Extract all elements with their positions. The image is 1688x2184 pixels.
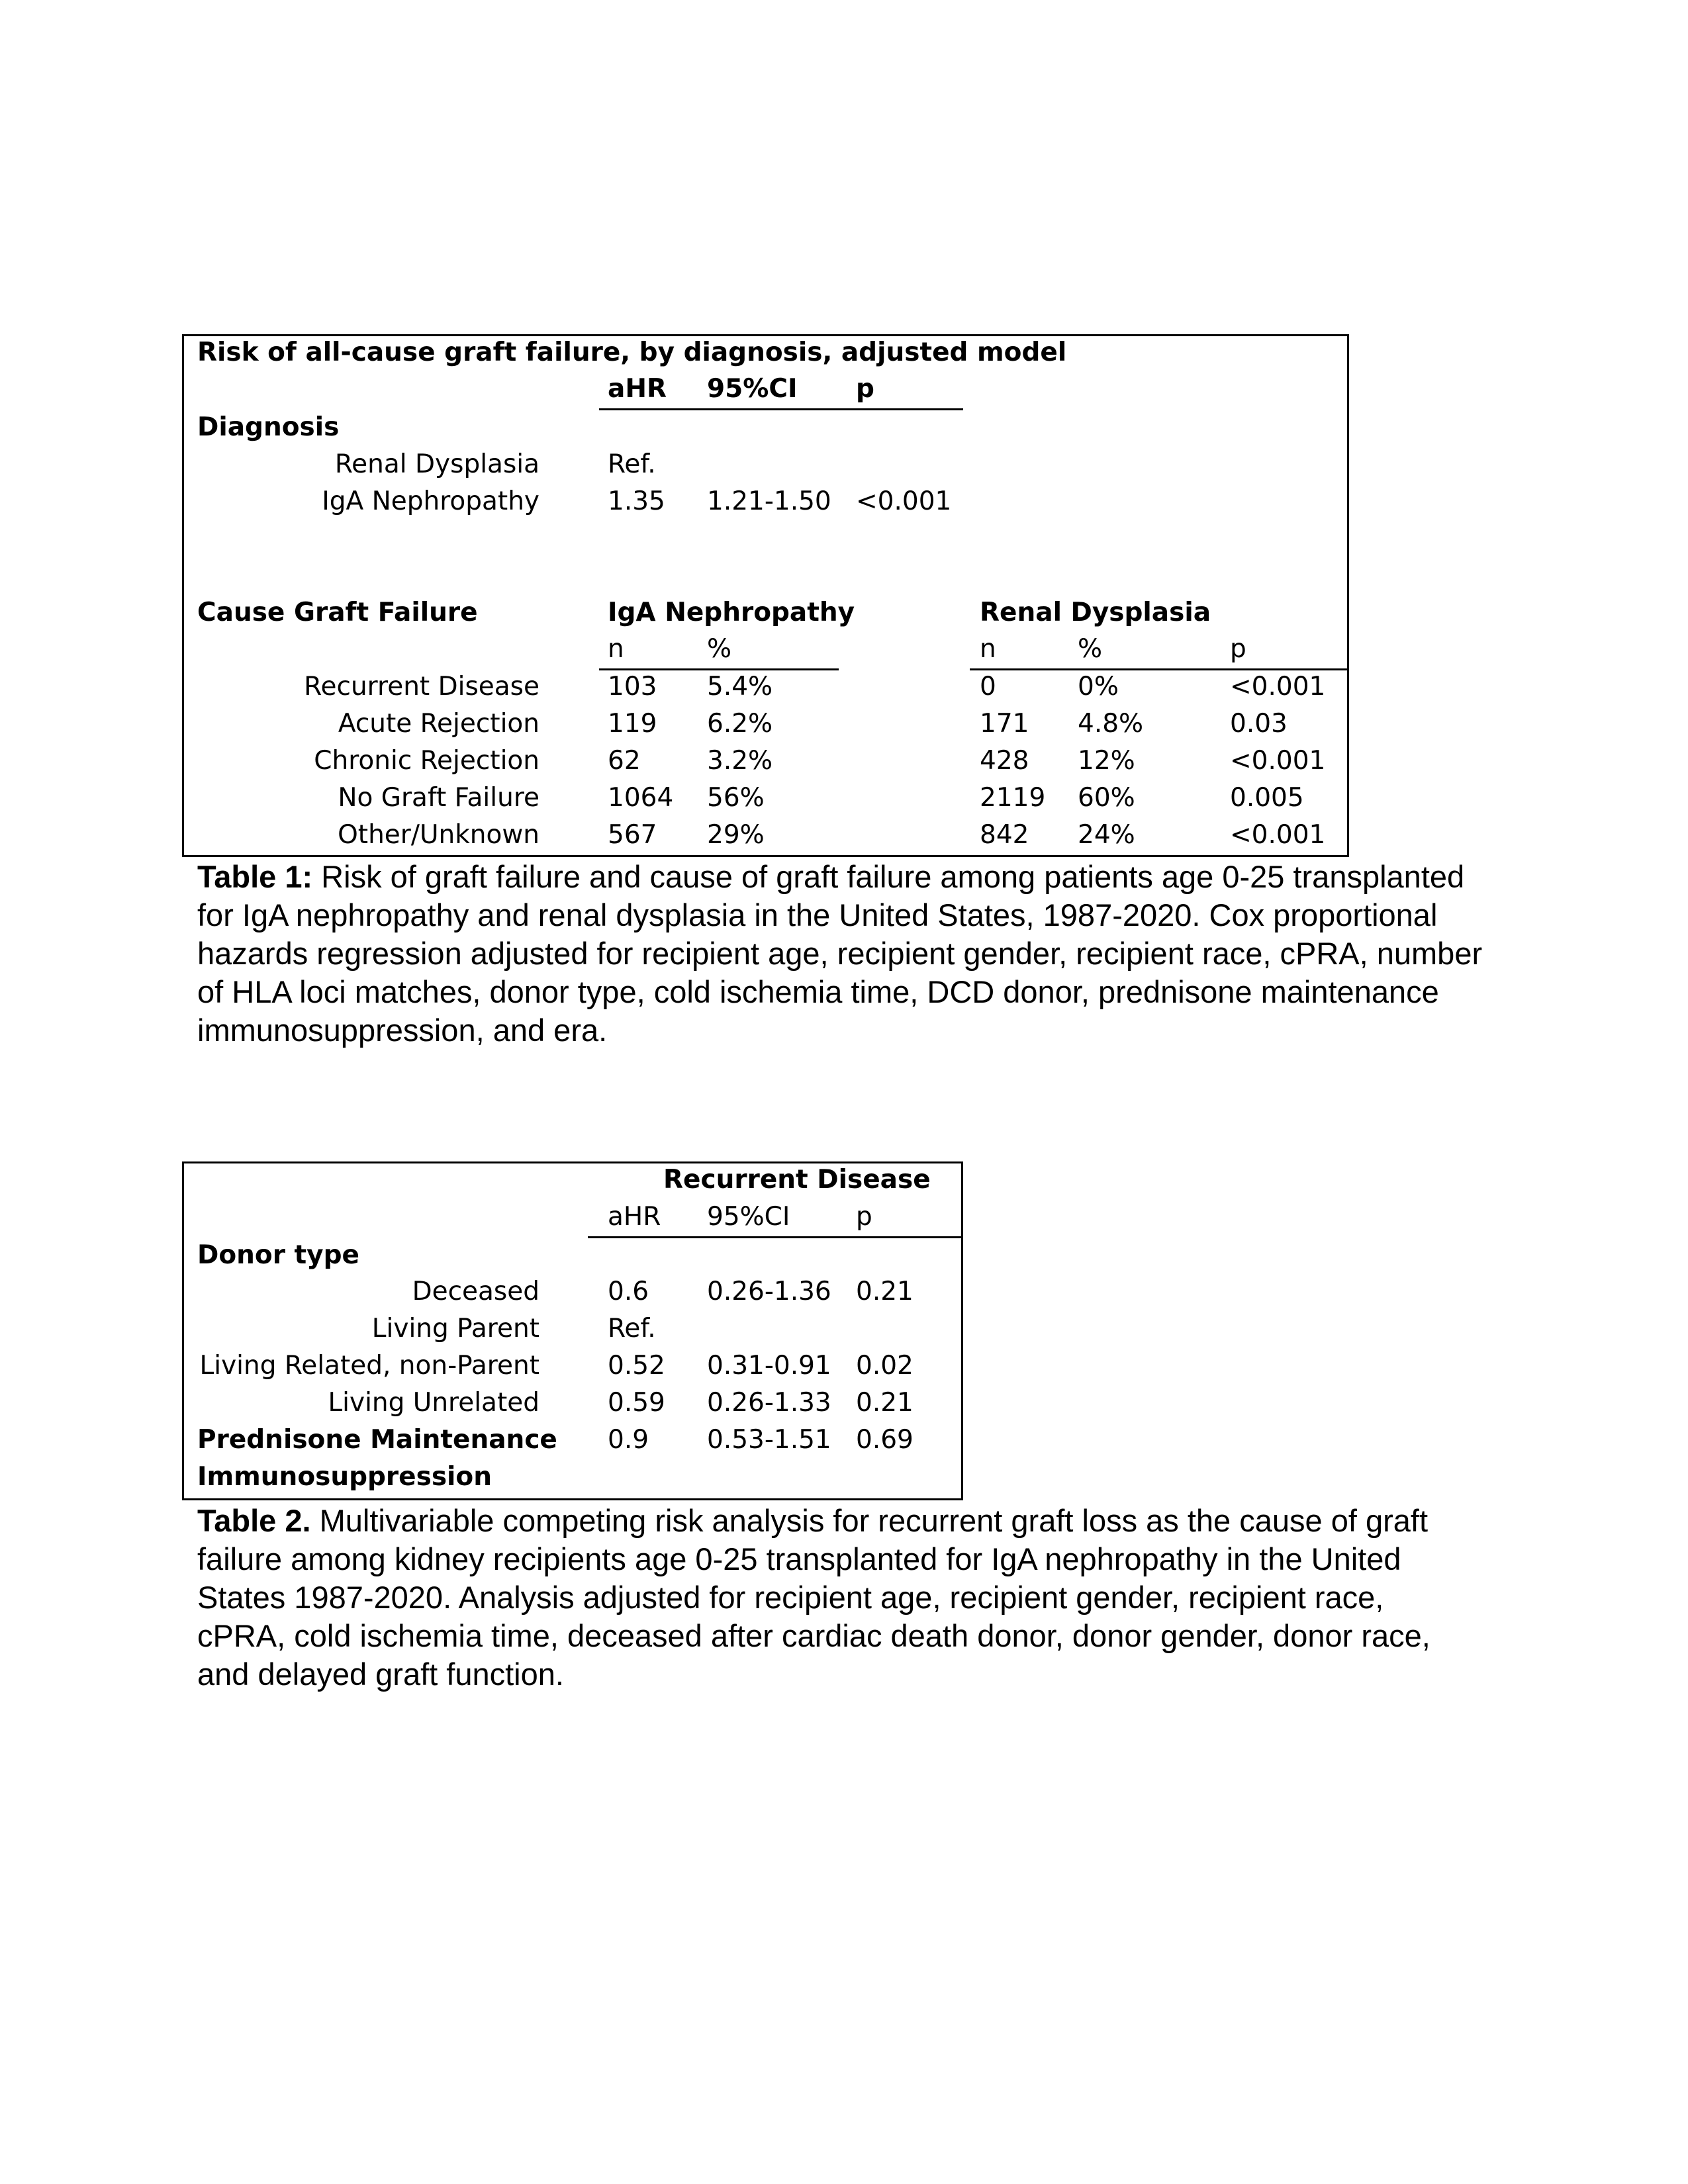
- cell-rd-pct: 24%: [1078, 820, 1135, 850]
- caption-label: Table 1:: [197, 859, 313, 894]
- cell-iga-n: 103: [608, 672, 657, 702]
- cell-rd-n: 428: [980, 746, 1029, 776]
- table-1-caption: [197, 858, 1495, 1050]
- cell-rd-pct: 12%: [1078, 746, 1135, 776]
- cell-rd-n: 171: [980, 709, 1029, 739]
- cell-rd-pct: 4.8%: [1078, 709, 1144, 739]
- caption-text: Risk of graft failure and cause of graft failure among patients age 0-25 transplanted for IgA nephropathy and renal dysplasia in the United States, 1987-2020. Cox proportional hazards regression adjusted for recipient age, recipient gender, recipient race, cPRA, number of HLA loci matches, donor type, cold ischemia time, DCD donor, prednisone maintenance immunosuppression, and era.: [197, 859, 1483, 1048]
- cell-p: 0.69: [856, 1425, 914, 1455]
- row-label: Living Related, non-Parent: [199, 1351, 539, 1381]
- table-1: [182, 334, 1349, 857]
- cell-ci: 0.26-1.33: [707, 1388, 831, 1418]
- caption-text: Multivariable competing risk analysis for recurrent graft loss as the cause of graft failure among kidney recipients age 0-25 transplanted for IgA nephropathy in the United States 1987-2020. Analysis adjusted for recipient age, recipient gender, recipient race, cPRA, cold ischemia time, deceased after cardiac death donor, donor gender, donor race, and delayed graft function.: [197, 1503, 1430, 1692]
- row-label: Other/Unknown: [338, 820, 539, 850]
- cell-ci: 0.53-1.51: [707, 1425, 831, 1455]
- caption-label: Table 2.: [197, 1503, 311, 1538]
- t2-donor-section: Donor type: [197, 1240, 359, 1270]
- row-label: IgA Nephropathy: [322, 486, 539, 516]
- cell-ahr: 0.9: [608, 1425, 649, 1455]
- row-label: Acute Rejection: [338, 709, 539, 739]
- cell-ahr: 0.6: [608, 1277, 649, 1306]
- cell-rd-n: 0: [980, 672, 996, 702]
- cell-p: <0.001: [1230, 746, 1326, 776]
- cell-p: <0.001: [1230, 672, 1326, 702]
- t2-header-ahr: aHR: [608, 1202, 661, 1232]
- t2-group-header: Recurrent Disease: [663, 1165, 931, 1195]
- t1-group-iga: IgA Nephropathy: [608, 598, 855, 627]
- cell-ahr: Ref.: [608, 449, 656, 479]
- cell-iga-pct: 29%: [707, 820, 765, 850]
- cell-iga-pct: 3.2%: [707, 746, 773, 776]
- t1-group-rd: Renal Dysplasia: [980, 598, 1211, 627]
- t1-sub-iga-n: n: [608, 634, 624, 664]
- t1-header-rule: [599, 408, 963, 410]
- row-label: Deceased: [412, 1277, 539, 1306]
- t1-sub-iga-pct: %: [707, 634, 732, 664]
- table-2-caption: [197, 1502, 1475, 1694]
- cell-rd-n: 842: [980, 820, 1029, 850]
- cell-p: 0.005: [1230, 783, 1304, 813]
- cell-iga-pct: 56%: [707, 783, 765, 813]
- cell-rd-n: 2119: [980, 783, 1046, 813]
- cell-rd-pct: 60%: [1078, 783, 1135, 813]
- t1-header-ahr: aHR: [608, 374, 667, 404]
- cell-ahr: 0.52: [608, 1351, 665, 1381]
- cell-iga-n: 567: [608, 820, 657, 850]
- t1-cause-section: Cause Graft Failure: [197, 598, 478, 627]
- t2-header-p: p: [856, 1202, 872, 1232]
- t1-header-p: p: [856, 374, 874, 404]
- t1-iga-rule: [599, 668, 839, 670]
- cell-p: <0.001: [1230, 820, 1326, 850]
- row-label: Living Unrelated: [328, 1388, 539, 1418]
- cell-rd-pct: 0%: [1078, 672, 1119, 702]
- table-1-title: Risk of all-cause graft failure, by diagnosis, adjusted model: [197, 338, 1067, 367]
- cell-p: 0.03: [1230, 709, 1288, 739]
- cell-p: 0.02: [856, 1351, 914, 1381]
- t1-header-ci: 95%CI: [707, 374, 798, 404]
- t1-sub-rd-n: n: [980, 634, 996, 664]
- t1-sub-p: p: [1230, 634, 1246, 664]
- cell-iga-n: 119: [608, 709, 657, 739]
- cell-ahr: 0.59: [608, 1388, 665, 1418]
- cell-p: <0.001: [856, 486, 952, 516]
- t2-header-rule: [588, 1236, 963, 1238]
- cell-iga-n: 62: [608, 746, 641, 776]
- row-label: Living Parent: [371, 1314, 539, 1343]
- t1-diagnosis-section: Diagnosis: [197, 412, 340, 442]
- cell-ci: 1.21-1.50: [707, 486, 831, 516]
- cell-ahr: Ref.: [608, 1314, 656, 1343]
- cell-p: 0.21: [856, 1277, 914, 1306]
- t2-header-ci: 95%CI: [707, 1202, 790, 1232]
- cell-ci: 0.26-1.36: [707, 1277, 831, 1306]
- row-label-continued: Immunosuppression: [197, 1462, 492, 1492]
- t1-rd-rule: [970, 668, 1349, 670]
- row-label: No Graft Failure: [338, 783, 539, 813]
- row-label: Chronic Rejection: [314, 746, 539, 776]
- row-label: Prednisone Maintenance: [197, 1425, 557, 1455]
- cell-iga-n: 1064: [608, 783, 674, 813]
- cell-ci: 0.31-0.91: [707, 1351, 831, 1381]
- row-label: Renal Dysplasia: [334, 449, 539, 479]
- cell-p: 0.21: [856, 1388, 914, 1418]
- cell-iga-pct: 5.4%: [707, 672, 773, 702]
- row-label: Recurrent Disease: [304, 672, 539, 702]
- cell-iga-pct: 6.2%: [707, 709, 773, 739]
- t1-sub-rd-pct: %: [1078, 634, 1103, 664]
- cell-ahr: 1.35: [608, 486, 665, 516]
